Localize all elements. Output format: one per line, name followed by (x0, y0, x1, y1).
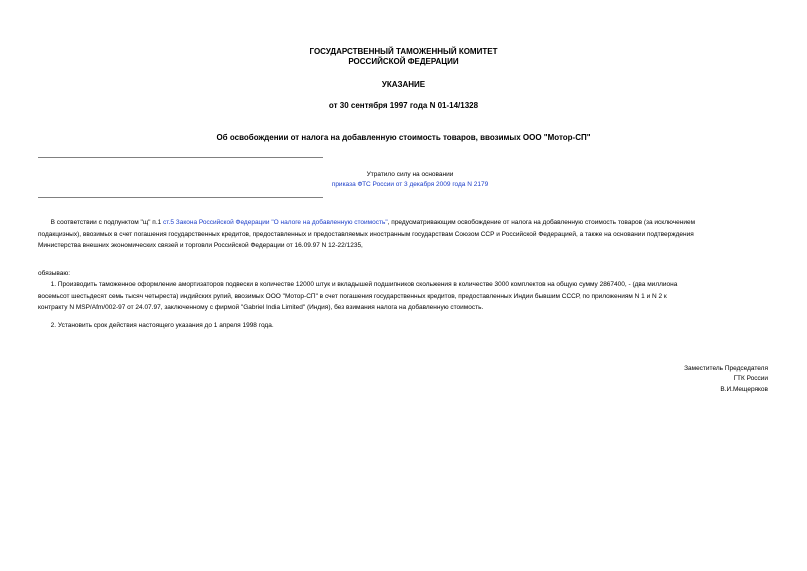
document-date: от 30 сентября 1997 года N 01-14/1328 (328, 101, 479, 110)
preamble-line2: подакцизных), ввозимых в счет погашения государственных кредитов, предоставленных и предоставляемых иностранным государствам Союзом ССР и Российской Федерацией, а также на основании подтверждения (38, 230, 694, 238)
org-name-line1: ГОСУДАРСТВЕННЫЙ ТАМОЖЕННЫЙ КОМИТЕТ (309, 47, 498, 56)
paragraph-obligate: обязываю: (38, 270, 71, 277)
paragraph-preamble (38, 217, 768, 252)
status-note-link[interactable]: приказа ФТС России от 3 декабря 2009 года N 2179 (331, 181, 489, 188)
status-note-text: Утратило силу на основании (366, 171, 454, 178)
paragraph-item-2: 2. Установить срок действия настоящего указания до 1 апреля 1998 года. (50, 322, 274, 329)
item1-line2: восемьсот шестьдесят семь тысяч четыреста) индийских рупий, ввозимых ООО "Мотор-СП" в счет погашения государственных кредитов, предоставленных Индии бывшим СССР, по приложениям N 1 и N 2 к (38, 292, 667, 300)
paragraph-item-1 (38, 279, 768, 314)
preamble-line3: Министерства внешних экономических связей и торговли Российской Федерации от 16.09.97 N 12-22/1235, (38, 242, 363, 249)
signature-position: Заместитель Председателя (684, 365, 768, 372)
signature-name: В.И.Мещеряков (720, 386, 768, 393)
law-link[interactable]: ст.5 Закона Российской Федерации "О налоге на добавленную стоимость" (163, 219, 388, 226)
document-type: УКАЗАНИЕ (381, 80, 426, 89)
item1-line3: контракту N MSP/Afm/002-97 от 24.07.97, заключенному с фирмой "Gabriel India Limited" (Индия), без взимания налога на добавленную стоимость. (38, 304, 484, 311)
divider-top (38, 157, 323, 158)
document-title: Об освобождении от налога на добавленную стоимость товаров, ввозимых ООО "Мотор-СП" (216, 133, 591, 142)
divider-bottom (38, 197, 323, 198)
preamble-line1: В соответствии с подпунктом "щ" п.1 ст.5 Закона Российской Федерации "О налоге на добавленную стоимость", предусматривающим освобождение от налога на добавленную стоимость товаров (за исключением (50, 219, 696, 226)
signature-org: ГТК России (733, 375, 768, 382)
org-name-line2: РОССИЙСКОЙ ФЕДЕРАЦИИ (348, 57, 459, 66)
item1-line1: 1. Производить таможенное оформление амортизаторов подвески в количестве 12000 штук и вкладышей подшипников скольжения в количестве 3000 комплектов на общую сумму 2867400, - (два миллиона (50, 281, 678, 288)
